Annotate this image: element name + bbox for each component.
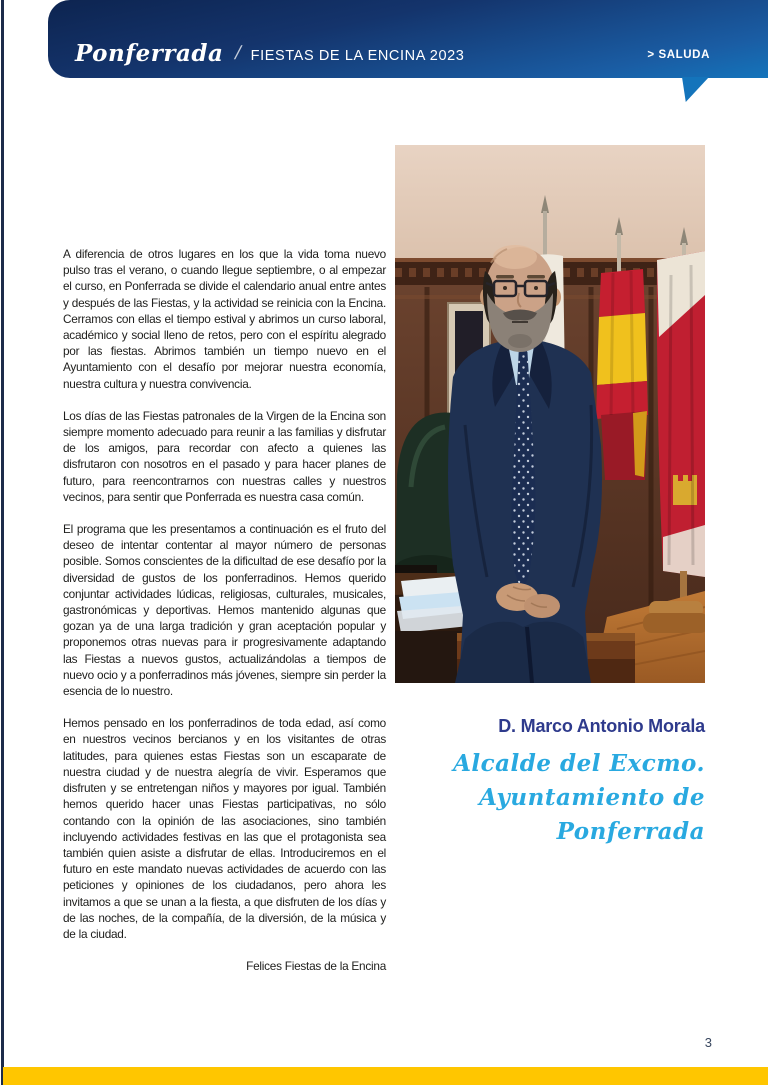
closing-line: Felices Fiestas de la Encina [246, 959, 386, 974]
speech-bubble-tail [682, 77, 709, 102]
mayor-title-line: Ponferrada [556, 818, 705, 845]
paragraph: Hemos pensado en los ponferradinos de toda edad, así como en nuestros vecinos bercianos y en los visitantes de otras latitudes, para quienes estas Fiestas son un escaparate de nuestra ciudad y de nuestra alegría de vivir. Esperamos que disfruten y se entretengan niños y mayores por igual. También hemos querido hacer unas Fiestas participativas, no sólo contando con la opinión de las asociaciones, sino también incluyendo actividades festivas en las que el protagonista sea también quien asiste a disfrutar de ellas. Introduciremos en el futuro en este mandato nuevas actividades de acuerdo con las peticiones y opiniones de los ciudadanos, pero ahora les invitamos a que se unan a la fiesta, a que disfruten de los días y de las noches, de la compañía, de la diversión, de la música y de la ciudad. [63, 716, 386, 941]
mayor-title-line: Alcalde del Excmo. [453, 750, 705, 777]
paragraph: El programa que les presentamos a continuación es el fruto del deseo de intentar contentar al mayor número de personas posible. Somos conscientes de la dificultad de ese desafío por la diversidad de gustos de los ponferradinos. Hemos querido conjuntar actividades lúdicas, religiosas, culturales, musicales, gastronómicas y deportivas. Hemos mantenido algunas que gozan ya de una larga tradición y gran aceptación popular y proponemos otras nuevas para ir progresivamente adaptando las Fiestas a nuevos gustos, actualizándolas a tiempos de nuevo ocio y a ponferradinos más jóvenes, siempre sin perder la esencia de lo nuestro. [63, 522, 386, 699]
greeting-text [63, 246, 386, 990]
mayor-photo [395, 145, 705, 683]
signature-block [375, 716, 705, 849]
bottom-accent-bar [3, 1067, 768, 1085]
ponferrada-logo: Ponferrada [75, 40, 224, 67]
page-title: FIESTAS DE LA ENCINA 2023 [250, 47, 465, 64]
page-number: 3 [704, 1035, 712, 1050]
paragraph: A diferencia de otros lugares en los que la vida toma nuevo pulso tras el verano, o cuando llegue septiembre, o al empezar el curso, en Ponferrada se divide el calendario anual entre antes y después de las Fiestas, y la actividad se reinicia con la Encina. Cerramos con ellas el tiempo estival y abrimos un curso laboral, académico y social lleno de retos, pero con el espíritu alegrado por las fiestas. Abrimos también un tiempo nuevo en el Ayuntamiento con el desafío por mejorar nuestra economía, nuestra cultura y nuestra convivencia. [63, 247, 386, 391]
left-edge-rule [1, 0, 4, 1085]
header-divider: / [233, 43, 244, 65]
header-banner [48, 0, 768, 78]
paragraph: Los días de las Fiestas patronales de la Virgen de la Encina son siempre momento adecuado para reunir a las familias y disfrutar de los amigos, para recordar con afecto a quienes las disfrutaron con nosotros en el pasado y para hacer planes de futuro, para reencontrarnos con nuestras calles y nuestros vecinos, para sentir que Ponferrada es nuestra casa común. [63, 408, 386, 504]
mayor-name: D. Marco Antonio Morala [498, 716, 705, 736]
mayor-title-line: Ayuntamiento de [479, 784, 705, 811]
section-label-saluda: > SALUDA [647, 49, 710, 61]
